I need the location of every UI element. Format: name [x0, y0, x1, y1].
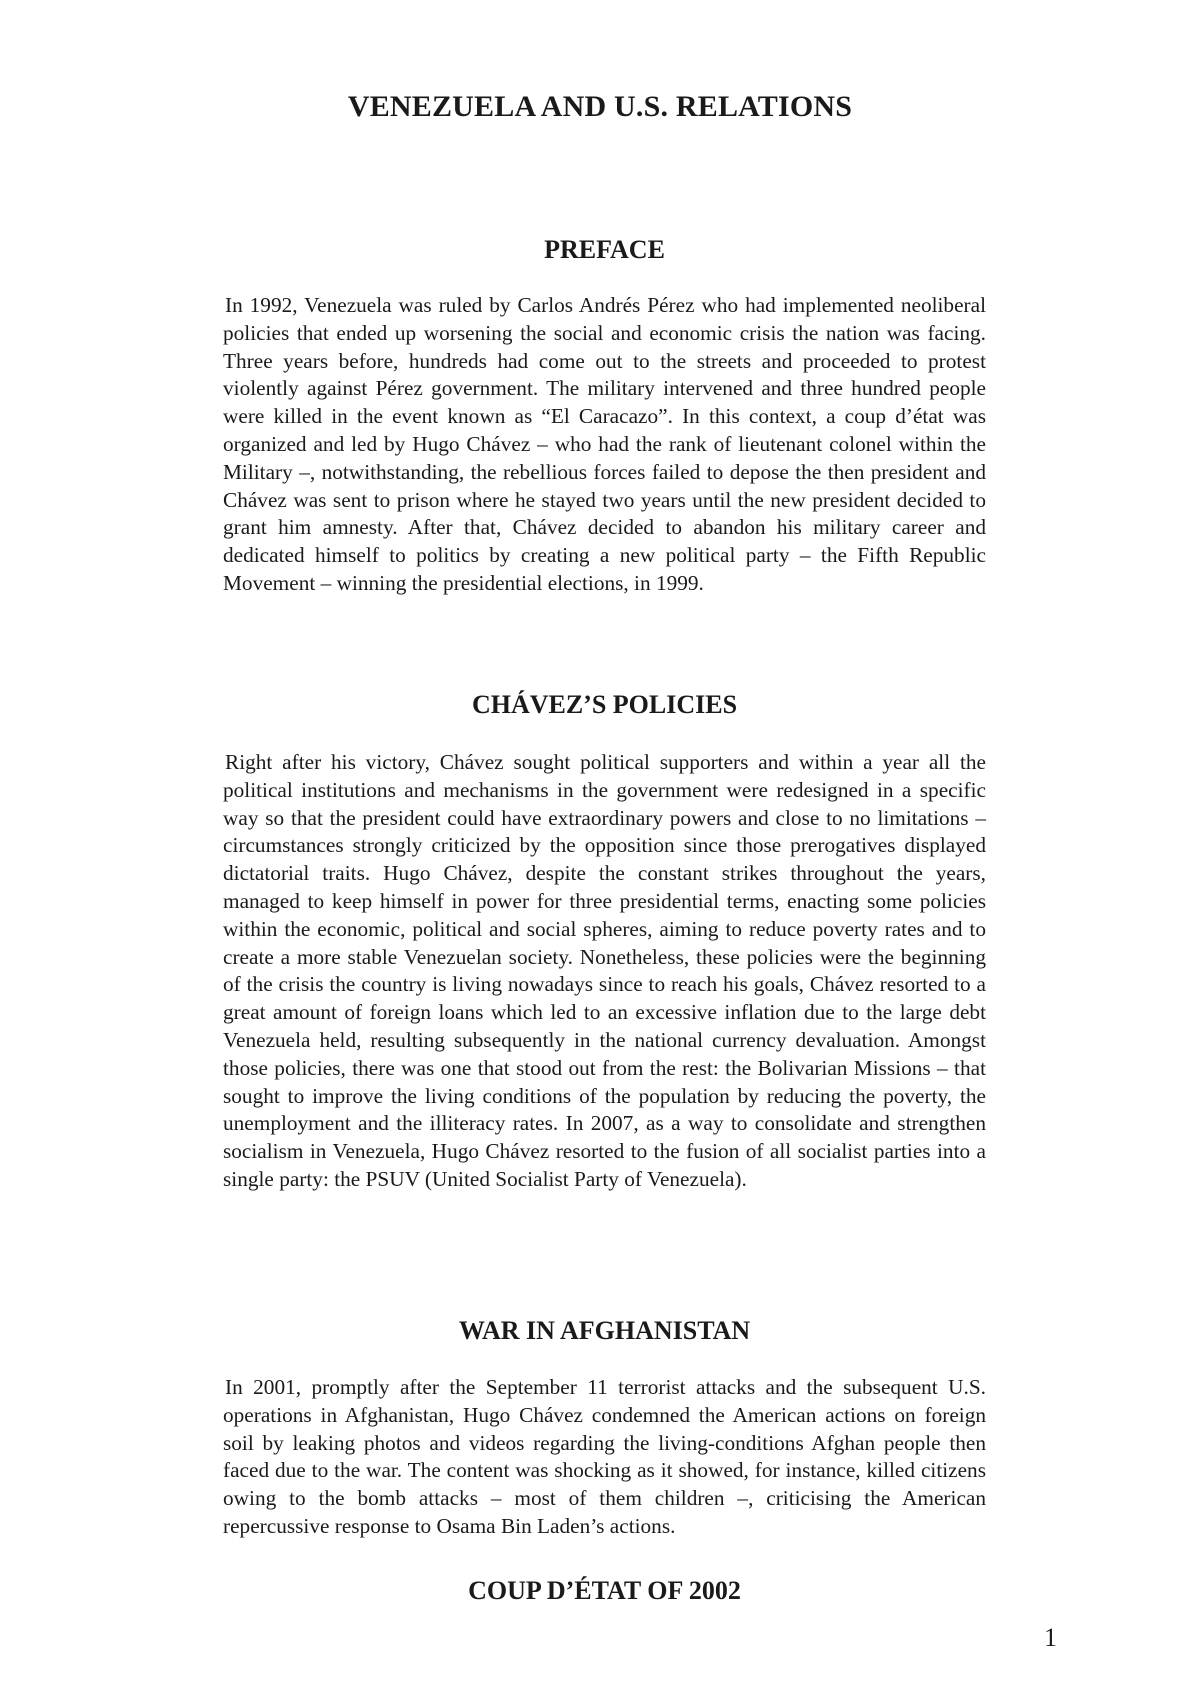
section-heading-coup-2002: COUP D’ÉTAT OF 2002: [468, 1576, 741, 1605]
section-body-chavez-policies: Right after his victory, Chávez sought political supporters and within a year all the political institutions and mechanisms in the government were redesigned in a specific way so that the president could have extraordinary powers and close to no limitations – circumstances strongly criticized by the opposition since those prerogatives displayed dictatorial traits. Hugo Chávez, despite the constant strikes throughout the years, managed to keep himself in power for three presidential terms, enacting some policies within the economic, political and social spheres, aiming to reduce poverty rates and to create a more stable Venezuelan society. Nonetheless, these policies were the beginning of the crisis the country is living nowadays since to reach his goals, Chávez resorted to a great amount of foreign loans which led to an excessive inflation due to the large debt Venezuela held, resulting subsequently in the national currency devaluation. Amongst those policies, there was one that stood out from the rest: the Bolivarian Missions – that sought to improve the living conditions of the population by reducing the poverty, the unemployment and the illiteracy rates. In 2007, as a way to consolidate and strengthen socialism in Venezuela, Hugo Chávez resorted to the fusion of all socialist parties into a single party: the PSUV (United Socialist Party of Venezuela).: [223, 750, 986, 1191]
section-heading-war-afghanistan: WAR IN AFGHANISTAN: [458, 1316, 751, 1345]
section-heading-chavez-policies: CHÁVEZ’S POLICIES: [471, 690, 738, 719]
document-title: VENEZUELA AND U.S. RELATIONS: [347, 90, 853, 123]
section-heading-preface: PREFACE: [544, 235, 665, 264]
section-body-war-afghanistan: In 2001, promptly after the September 11 terrorist attacks and the subsequent U.S. operations in Afghanistan, Hugo Chávez condemned the American actions on foreign soil by leaking photos and videos regarding the living-conditions Afghan people then faced due to the war. The content was shocking as it showed, for instance, killed citizens owing to the bomb attacks – most of them children –, criticising the American repercussive response to Osama Bin Laden’s actions.: [223, 1375, 986, 1538]
section-body-preface: In 1992, Venezuela was ruled by Carlos Andrés Pérez who had implemented neoliberal policies that ended up worsening the social and economic crisis the nation was facing. Three years before, hundreds had come out to the streets and proceeded to protest violently against Pérez government. The military intervened and three hundred people were killed in the event known as “El Caracazo”. In this context, a coup d’état was organized and led by Hugo Chávez – who had the rank of lieutenant colonel within the Military –, notwithstanding, the rebellious forces failed to depose the then president and Chávez was sent to prison where he stayed two years until the new president decided to grant him amnesty. After that, Chávez decided to abandon his military career and dedicated himself to politics by creating a new political party – the Fifth Republic Movement – winning the presidential elections, in 1999.: [223, 293, 986, 595]
page-number: 1: [1044, 1623, 1057, 1652]
